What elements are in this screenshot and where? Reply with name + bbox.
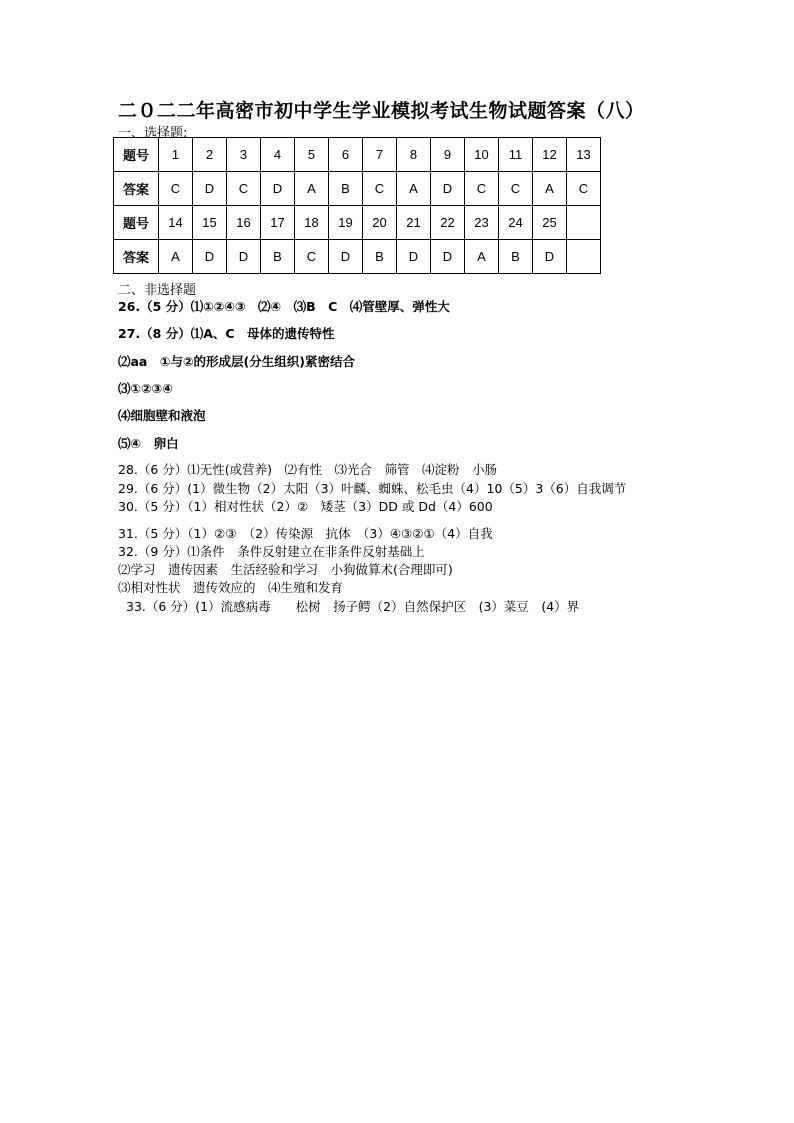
table-row — [114, 172, 601, 206]
answer-27-4: ⑷细胞壁和液泡 — [118, 408, 206, 423]
table-cell: B — [261, 240, 295, 274]
section-heading-choice: 一、选择题: — [118, 126, 188, 141]
table-cell: 1 — [159, 138, 193, 172]
answer-30: 30.（5 分）（1）相对性状（2）② 矮茎（3）DD 或 Dd（4）600 — [118, 499, 493, 514]
table-cell: 23 — [465, 206, 499, 240]
table-cell: 24 — [499, 206, 533, 240]
table-cell: 12 — [533, 138, 567, 172]
table-cell: C — [159, 172, 193, 206]
answer-33: 33.（6 分）(1）流感病毒 松树 扬子鳄（2）自然保护区 (3）菜豆 (4）界 — [126, 599, 580, 614]
table-cell: D — [533, 240, 567, 274]
table-cell: D — [397, 240, 431, 274]
answer-28: 28.（6 分）⑴无性(或营养) ⑵有性 ⑶光合 筛管 ⑷淀粉 小肠 — [118, 462, 498, 477]
table-cell — [567, 240, 601, 274]
table-cell: 13 — [567, 138, 601, 172]
table-cell: 14 — [159, 206, 193, 240]
table-cell: B — [499, 240, 533, 274]
table-cell: C — [567, 172, 601, 206]
table-row — [114, 240, 601, 274]
answer-29: 29.（6 分）(1）微生物（2）太阳（3）叶麟、蜘蛛、松毛虫（4）10（5）3（6）自我调节 — [118, 481, 627, 496]
table-cell: D — [261, 172, 295, 206]
table-cell: C — [499, 172, 533, 206]
answer-27-3: ⑶①②③④ — [118, 381, 173, 396]
table-cell: C — [363, 172, 397, 206]
table-row-header: 答案 — [114, 240, 159, 274]
answer-32: 32.（9 分）⑴条件 条件反射建立在非条件反射基础上 — [118, 544, 425, 559]
table-cell: 16 — [227, 206, 261, 240]
table-cell: A — [159, 240, 193, 274]
table-cell: C — [465, 172, 499, 206]
table-cell: 22 — [431, 206, 465, 240]
table-cell: 11 — [499, 138, 533, 172]
table-cell: D — [329, 240, 363, 274]
answer-26: 26.（5 分）⑴①②④③ ⑵④ ⑶B C ⑷管壁厚、弹性大 — [118, 299, 450, 314]
answer-32-2: ⑵学习 遗传因素 生活经验和学习 小狗做算术(合理即可) — [118, 562, 453, 577]
table-cell: 20 — [363, 206, 397, 240]
table-cell: D — [193, 240, 227, 274]
answer-31: 31.（5 分）（1）②③ （2）传染源 抗体 （3）④③②①（4）自我 — [118, 526, 493, 541]
table-row-header: 答案 — [114, 172, 159, 206]
table-cell: D — [193, 172, 227, 206]
table-row — [114, 206, 601, 240]
table-cell: D — [431, 172, 465, 206]
table-cell: 18 — [295, 206, 329, 240]
table-cell: 7 — [363, 138, 397, 172]
answer-27-5: ⑸④ 卵白 — [118, 436, 179, 451]
answer-32-3: ⑶相对性状 遗传效应的 ⑷生殖和发育 — [118, 580, 344, 595]
table-cell: 3 — [227, 138, 261, 172]
table-cell: 2 — [193, 138, 227, 172]
table-cell: 6 — [329, 138, 363, 172]
table-cell: 10 — [465, 138, 499, 172]
table-row — [114, 138, 601, 172]
table-cell: B — [329, 172, 363, 206]
table-cell: 8 — [397, 138, 431, 172]
answer-table — [113, 137, 601, 274]
table-cell: D — [431, 240, 465, 274]
table-cell: B — [363, 240, 397, 274]
table-cell: 25 — [533, 206, 567, 240]
table-row-header: 题号 — [114, 206, 159, 240]
table-cell: C — [227, 172, 261, 206]
table-cell: 4 — [261, 138, 295, 172]
table-cell: 17 — [261, 206, 295, 240]
table-cell: A — [465, 240, 499, 274]
table-cell: C — [295, 240, 329, 274]
page-title: 二０二二年高密市初中学生学业模拟考试生物试题答案（八） — [118, 100, 645, 122]
answer-27-2: ⑵aa ①与②的形成层(分生组织)紧密结合 — [118, 354, 355, 369]
table-cell: 19 — [329, 206, 363, 240]
table-cell: A — [533, 172, 567, 206]
table-cell: A — [295, 172, 329, 206]
table-cell: 9 — [431, 138, 465, 172]
section-heading-nonchoice: 二、非选择题 — [118, 283, 197, 298]
table-cell: D — [227, 240, 261, 274]
table-cell: 15 — [193, 206, 227, 240]
table-cell: 21 — [397, 206, 431, 240]
answer-27: 27.（8 分）⑴A、C 母体的遗传特性 — [118, 326, 335, 341]
table-row-header: 题号 — [114, 138, 159, 172]
table-cell: A — [397, 172, 431, 206]
table-cell: 5 — [295, 138, 329, 172]
table-cell — [567, 206, 601, 240]
